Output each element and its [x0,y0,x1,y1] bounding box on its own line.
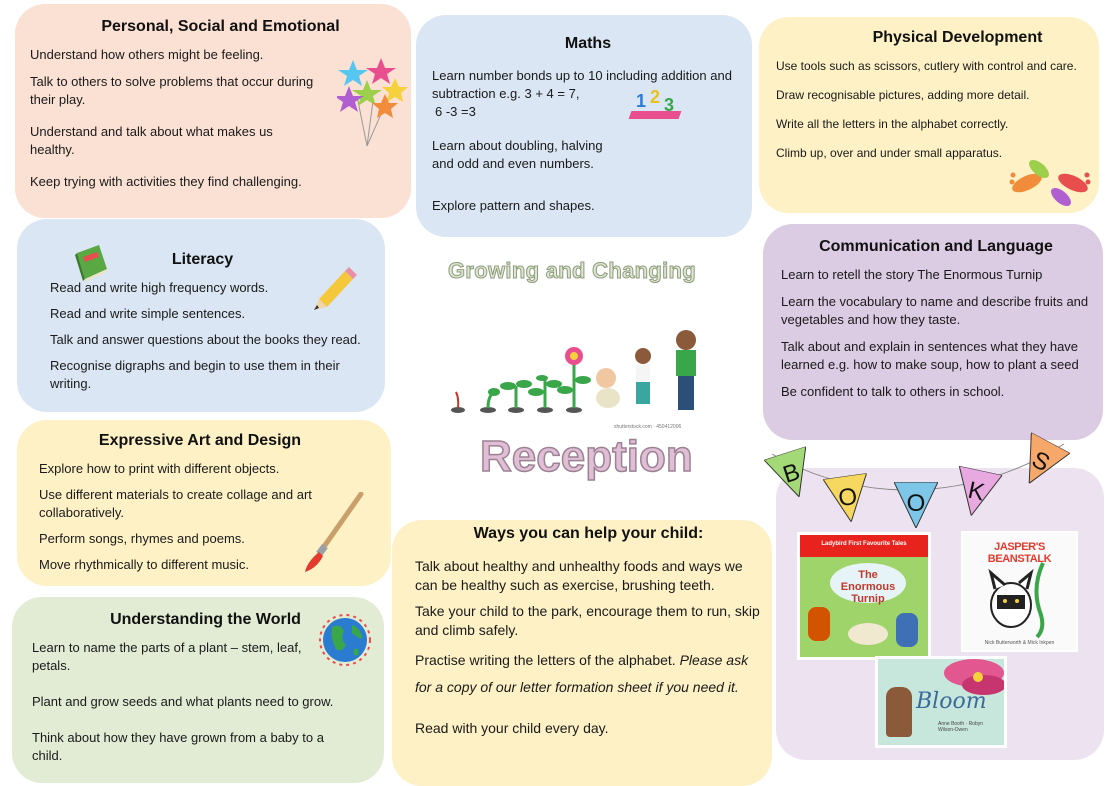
balloons-icon [337,56,409,148]
globe-icon [318,613,372,667]
bunting-flag [823,473,873,525]
panel-title: Personal, Social and Emotional [101,18,340,35]
list-item: Think about how they have grown from a baby to a child. [32,730,324,763]
digit-one: 1 [636,91,647,111]
list-item: Talk to others to solve problems that occur during their play. [30,74,314,107]
physical-development-panel [759,17,1099,213]
book-icon [73,243,111,283]
list-item: Talk about and explain in sentences what they have learned e.g. how to make soup, how to plant a seed [781,339,1079,372]
panel-title: Understanding the World [110,611,301,628]
list-item: Perform songs, rhymes and poems. [39,531,245,546]
bunting-letter: O [906,490,926,517]
list-item: Understand and talk about what makes us healthy. [30,124,273,157]
footprints-icon [1007,155,1093,211]
bunting-letter: O [836,482,859,513]
expressive-art-design-panel [17,420,391,586]
list-item: 6 -3 =3 [435,104,476,119]
bunting-letter: K [965,476,987,507]
bunting-letter: S [1027,445,1055,478]
panel-title: Ways you can help your child: [473,525,704,542]
panel-title: Literacy [171,251,234,268]
letters-advice: Practise writing the letters of the alphabet. [415,652,676,668]
book-authors: Anne Booth · Robyn Wilson-Owen [938,721,984,733]
book-series: Ladybird First Favourite Tales [821,541,907,547]
list-item: Read and write simple sentences. [50,306,246,321]
letters-sheet-note: Please ask for a copy of our letter formation sheet if you need it. [415,652,749,695]
maths-panel [416,15,752,237]
bunting-flag [894,482,938,528]
list-item: Write all the letters in the alphabet correctly. [776,117,1009,131]
panel-title: Communication and Language [819,238,1053,255]
list-item: Recognise digraphs and begin to use them in their writing. [50,358,340,391]
list-item: Learn to retell the story The Enormous Turnip [781,267,1043,282]
list-item: Use tools such as scissors, cutlery with control and care. [776,59,1077,73]
list-item: Plant and grow seeds and what plants need to grow. [32,694,334,709]
growth-illustration [450,326,706,418]
numbers-icon [630,87,682,123]
list-item: Climb up, over and under small apparatus. [776,146,1003,160]
digit-three: 3 [664,95,675,115]
list-item: Learn number bonds up to 10 including addition and subtraction e.g. 3 + 4 = 7, [432,68,732,101]
communication-language-panel [763,224,1103,440]
stock-credit: shutterstock.com · 450412006 [614,424,682,430]
book-title: The Enormous Turnip [840,569,896,605]
panel-title: Expressive Art and Design [98,432,302,449]
list-item: Talk and answer questions about the books they read. [50,332,361,347]
literacy-panel [17,219,385,412]
bunting-letter: B [779,458,804,489]
cat-illustration [981,559,1061,639]
list-item: Explore how to print with different objects. [39,461,280,476]
list-item [415,647,762,701]
pencil-icon [311,265,357,311]
list-item: Read and write high frequency words. [50,280,269,295]
personal-social-emotional-panel [15,4,411,218]
book-cover-enormous-turnip [797,532,931,660]
list-item: Explore pattern and shapes. [432,198,595,213]
year-group-title: Reception [480,432,693,481]
list-item: Understand how others might be feeling. [30,47,264,62]
understanding-world-panel [12,597,384,783]
book-cover-bloom [875,656,1007,748]
digit-two: 2 [650,87,661,107]
list-item: Draw recognisable pictures, adding more detail. [776,88,1030,102]
book-title: Bloom [916,689,987,714]
list-item: Learn to name the parts of a plant – stem, leaf, petals. [32,640,302,673]
list-item: Keep trying with activities they find challenging. [30,174,302,189]
book-cover-jaspers-beanstalk [961,531,1078,652]
list-item: Learn about doubling, halving and odd and even numbers. [432,138,603,171]
list-item: Move rhythmically to different music. [39,557,249,572]
list-item: Be confident to talk to others in school. [781,384,1005,399]
list-item: Use different materials to create collage and art collaboratively. [39,487,312,520]
bunting-flag [950,466,1003,520]
list-item: Talk about healthy and unhealthy foods and ways we can be healthy such as exercise, brushing teeth. [415,558,743,593]
panel-title: Physical Development [872,29,1043,46]
panel-title: Maths [564,35,612,52]
help-your-child-panel [392,520,772,786]
book-title: JASPER'S BEANSTALK [987,541,1052,565]
list-item: Learn the vocabulary to name and describe fruits and vegetables and how they taste. [781,294,1089,327]
paintbrush-icon [301,492,365,574]
book-authors: Nick Butterworth & Mick Inkpen [984,640,1055,646]
list-item: Read with your child every day. [415,720,609,736]
list-item: Take your child to the park, encourage them to run, skip and climb safely. [415,603,760,638]
topic-title: Growing and Changing [448,258,696,283]
